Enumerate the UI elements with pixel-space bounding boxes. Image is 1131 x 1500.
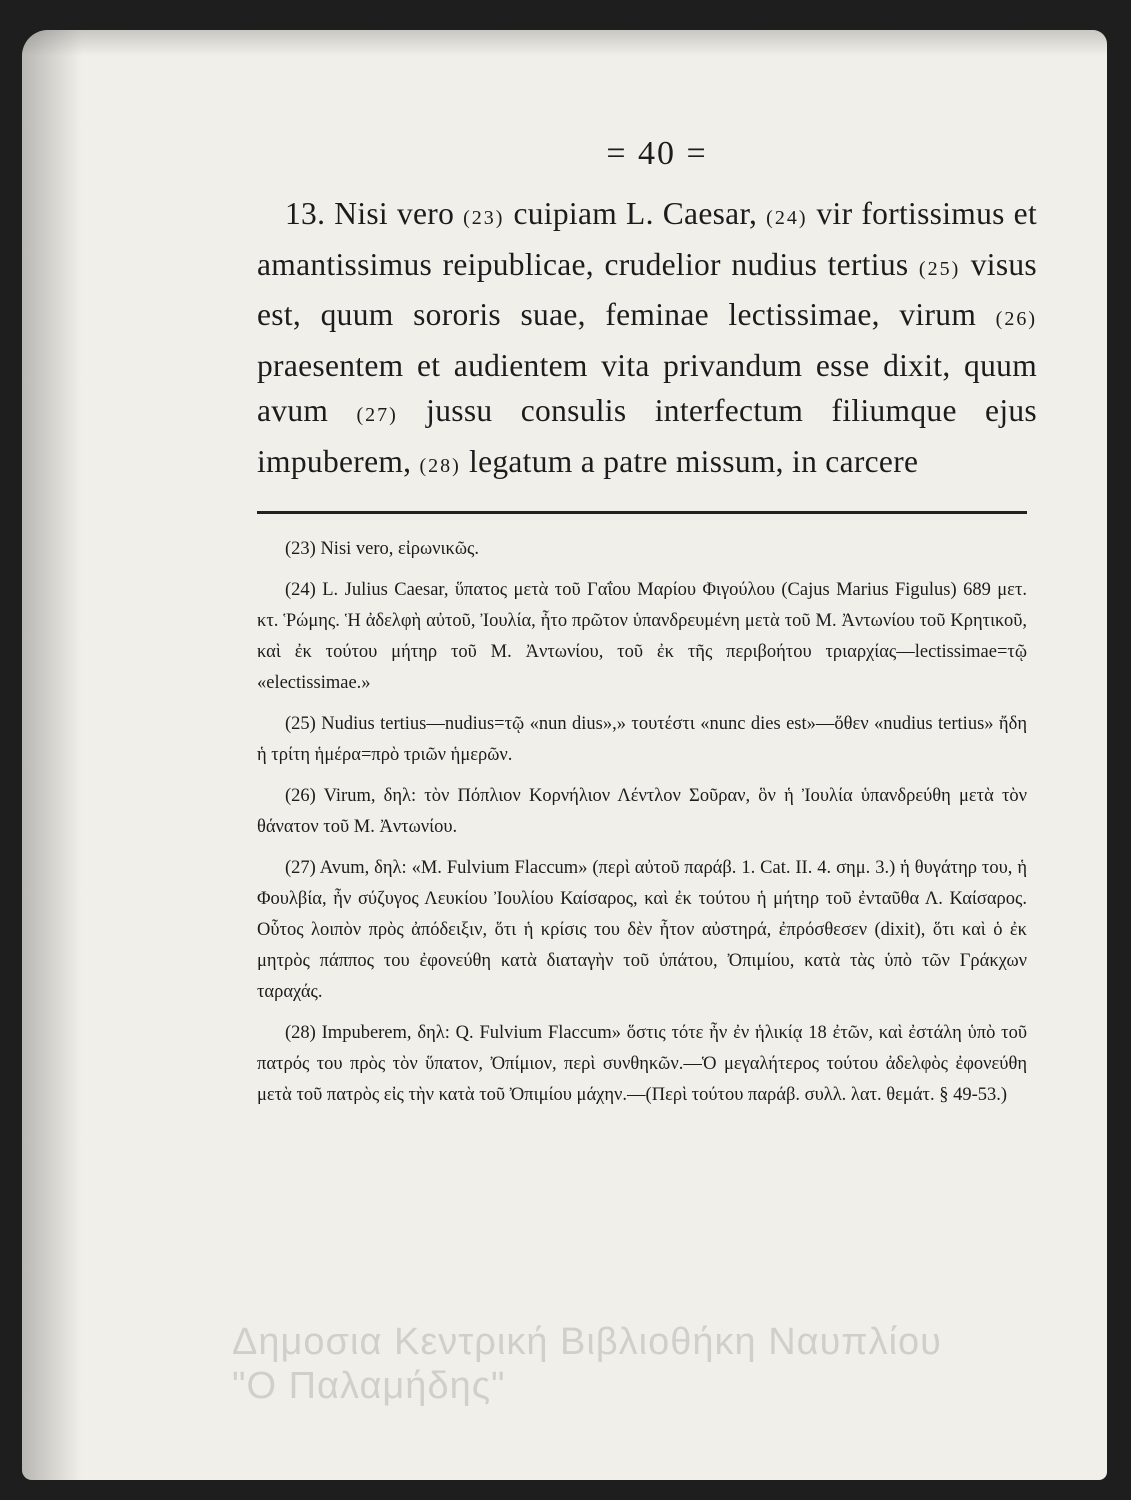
page-content xyxy=(257,135,1037,1121)
footnote-24: (24) L. Julius Caesar, ὕπατος μετὰ τοῦ Γαΐου Μαρίου Φιγούλου (Cajus Marius Figulus) 689 μετ. κτ. Ῥώμης. Ἡ ἀδελφὴ αὐτοῦ, Ἰουλία, ἦτο πρῶτον ὑπανδρευμένη μετὰ τοῦ Μ. Ἀντωνίου τοῦ Κρητικοῦ, καὶ ἐκ τούτου μήτηρ τοῦ Μ. Ἀντωνίου, τοῦ ἐκ τῆς περιβοήτου τριαρχίας—lectissimae=τῷ «electissimae.» xyxy=(257,580,1027,693)
book-page xyxy=(22,30,1107,1480)
footnote-28: (28) Impuberem, δηλ: Q. Fulvium Flaccum» ὅστις τότε ἦν ἐν ἡλικίᾳ 18 ἐτῶν, καὶ ἐστάλη ὑπὸ τοῦ πατρός του πρὸς τὸν ὕπατον, Ὀπίμιον, περὶ συνθηκῶν.—Ὁ μεγαλήτερος τούτου ἀδελφὸς ἐφονεύθη μετὰ τοῦ πατρὸς εἰς τὴν κατὰ τοῦ Ὀπιμίου μάχην.—(Περὶ τούτου παράβ. συλλ. λατ. θεμάτ. § 49-53.) xyxy=(257,1023,1027,1105)
footnotes xyxy=(257,534,1027,1111)
watermark-line-2: "Ο Παλαμήδης" xyxy=(232,1365,506,1407)
main-text-segment: 13. Nisi vero xyxy=(285,196,464,231)
paragraph-lead xyxy=(257,196,285,231)
footnote-23: (23) Nisi vero, εἰρωνικῶς. xyxy=(285,539,479,559)
page-shadow-top xyxy=(22,30,1107,56)
footnote-25: (25) Nudius tertius—nudius=τῷ «nun dius»,» τουτέστι «nunc dies est»—ὅθεν «nudius tertius» ἤδη ἡ τρίτη ἡμέρα=πρὸ τριῶν ἡμερῶν. xyxy=(257,714,1027,765)
main-text-segment: praesentem et audientem vita privandum esse dixit, quum avum xyxy=(257,347,1037,428)
main-text-segment: jussu consulis interfectum filiumque ejus impuberem, xyxy=(257,393,1037,479)
page-shadow-left xyxy=(22,30,82,1480)
footnote-27: (27) Avum, δηλ: «M. Fulvium Flaccum» (περὶ αὐτοῦ παράβ. 1. Cat. II. 4. σημ. 3.) ἡ θυγάτηρ του, ἡ Φουλβία, ἦν σύζυγος Λευκίου Ἰουλίου Καίσαρος, καὶ ἐκ τούτου ἡ μήτηρ τοῦ ἐνταῦθα Λ. Καίσαρος. Οὗτος λοιπὸν πρὸς ἀπόδειξιν, ὅτι ἡ κρίσις του δὲν ἦτον αὐστηρά, ἐπρόσθεσεν (dixit), ὅτι καὶ ὁ ἐκ μητρὸς πάππος του ἐφονεύθη κατὰ διαταγὴν τοῦ ὑπάτου, Ὀπιμίου, κατὰ τὰς ὑπὸ τῶν Γράκχων ταραχάς. xyxy=(257,858,1027,1002)
footnote-ref-23: (23) xyxy=(463,207,505,229)
library-watermark xyxy=(232,1320,1092,1408)
main-text-segment: cuipiam L. Caesar, xyxy=(504,196,767,231)
footnote-ref-24: (24) xyxy=(766,207,808,229)
main-text-segment: visus est, quum sororis suae, feminae lectissimae, virum xyxy=(257,246,1037,332)
page-number: = 40 = xyxy=(606,135,708,172)
watermark-line-1: Δημοσια Κεντρική Βιβλιοθήκη Ναυπλίου xyxy=(232,1321,942,1363)
footnote-divider xyxy=(257,511,1027,514)
main-text-segment: vir fortissimus et amantissimus reipublicae, crudelior nudius tertius xyxy=(257,196,1038,282)
footnote-ref-25: (25) xyxy=(918,257,961,280)
main-text-segment: legatum a patre missum, in carcere xyxy=(460,443,919,479)
main-paragraph xyxy=(257,191,1037,489)
footnote-ref-28: (28) xyxy=(419,454,461,477)
footnote-26: (26) Virum, δηλ: τὸν Πόπλιον Κορνήλιον Λέντλον Σοῦραν, ὃν ἡ Ἰουλία ὑπανδρεύθη μετὰ τὸν θάνατον τοῦ Μ. Ἀντωνίου. xyxy=(257,786,1027,837)
footnote-ref-27: (27) xyxy=(356,404,398,426)
footnote-ref-26: (26) xyxy=(995,308,1037,330)
